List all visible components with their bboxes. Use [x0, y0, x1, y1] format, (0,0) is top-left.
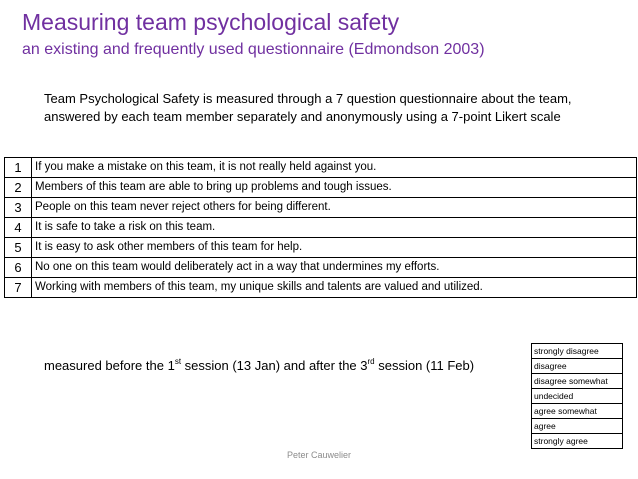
ordinal-suffix: st: [174, 357, 182, 366]
likert-option: strongly disagree: [532, 344, 623, 359]
likert-option: undecided: [532, 389, 623, 404]
ordinal-suffix: rd: [367, 357, 375, 366]
question-text: If you make a mistake on this team, it is not really held against you.: [32, 158, 637, 178]
table-row: [5, 238, 637, 258]
table-row: [532, 389, 623, 404]
table-row: [532, 344, 623, 359]
table-row: [5, 198, 637, 218]
table-row: [532, 374, 623, 389]
question-number: 2: [5, 178, 32, 198]
likert-option: disagree somewhat: [532, 374, 623, 389]
question-text: People on this team never reject others for being different.: [32, 198, 637, 218]
question-number: 7: [5, 278, 32, 298]
question-number: 3: [5, 198, 32, 218]
likert-option: disagree: [532, 359, 623, 374]
question-text: It is safe to take a risk on this team.: [32, 218, 637, 238]
table-row: [5, 158, 637, 178]
question-number: 4: [5, 218, 32, 238]
table-row: [5, 278, 637, 298]
table-row: [532, 419, 623, 434]
likert-option: strongly agree: [532, 434, 623, 449]
question-number: 6: [5, 258, 32, 278]
table-row: [5, 178, 637, 198]
table-row: [5, 258, 637, 278]
slide-subtitle: an existing and frequently used questionnaire (Edmondson 2003): [22, 41, 485, 58]
table-row: [532, 434, 623, 449]
footer-author: Peter Cauwelier: [286, 450, 352, 460]
question-text: Working with members of this team, my unique skills and talents are valued and utilized.: [32, 278, 637, 298]
table-row: [532, 404, 623, 419]
question-text: Members of this team are able to bring up problems and tough issues.: [32, 178, 637, 198]
slide-title: Measuring team psychological safety: [22, 9, 400, 35]
table-row: [532, 359, 623, 374]
intro-text: Team Psychological Safety is measured through a 7 question questionnaire about the team, answered by each team member separately and anonymously using a 7-point Likert scale: [44, 91, 572, 124]
table-row: [5, 218, 637, 238]
measured-text: session (11 Feb): [374, 358, 475, 373]
likert-option: agree somewhat: [532, 404, 623, 419]
measured-text: measured before the 1: [44, 358, 175, 373]
measurement-schedule: [44, 357, 474, 375]
likert-option: agree: [532, 419, 623, 434]
measured-text: session (13 Jan) and after the 3: [181, 358, 368, 373]
likert-scale-table: [531, 343, 623, 449]
question-text: It is easy to ask other members of this team for help.: [32, 238, 637, 258]
question-number: 5: [5, 238, 32, 258]
questionnaire-table: [4, 157, 637, 298]
question-number: 1: [5, 158, 32, 178]
question-text: No one on this team would deliberately act in a way that undermines my efforts.: [32, 258, 637, 278]
